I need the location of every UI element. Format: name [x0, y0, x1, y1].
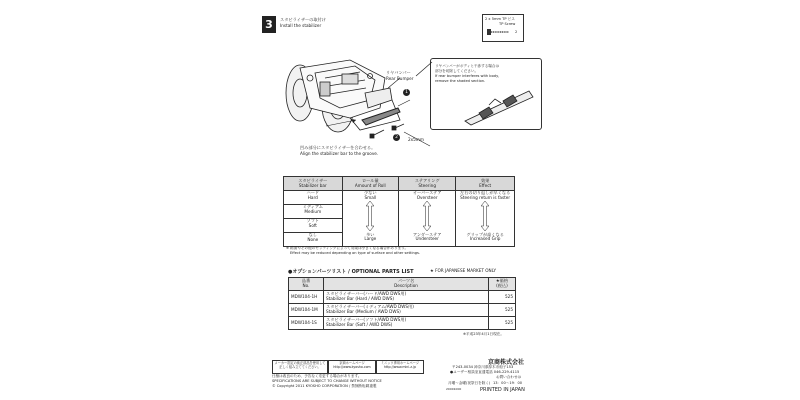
parts-header-no: 品番 No.: [289, 278, 324, 291]
rear-bumper-label-jp: リヤバンパー: [386, 70, 411, 75]
part-price: 525: [489, 317, 516, 330]
inquiry-label: お問い合わせは: [496, 375, 522, 379]
kyosho-website-box[interactable]: [328, 360, 376, 374]
part-price: 525: [489, 291, 516, 304]
roll-col-header-1: スタビライザー Stabilizer bar: [284, 177, 343, 191]
part-description: スタビライザーバー(ミディアム/AWD DWS用) Stabilizer Bar (Medium / AWD DWS): [324, 304, 489, 317]
bumper-detail-illustration: [459, 83, 537, 127]
document-code: 20001000: [446, 387, 462, 391]
steering-double-arrow-icon: [423, 201, 431, 231]
part-description: スタビライザーバー(ハード/AWD DWS用) Stabilizer Bar (Hard / AWD DWS): [324, 291, 489, 304]
part-number: MDW104-1S: [289, 317, 324, 330]
roll-note-en: Effect may be reduced depending on type of surface and other settings.: [290, 251, 421, 255]
part-number: MDW104-1H: [289, 291, 324, 304]
note-line-2: 部分を切除してください。: [435, 69, 479, 73]
printed-in-japan: PRINTED IN JAPAN: [480, 387, 525, 393]
parts-header-price: ★価格 (税込): [489, 278, 516, 291]
step-title-en: Install the stabilizer: [280, 23, 322, 28]
align-instruction-jp: 凹み部分にスタビライザーを合わせる。: [300, 145, 376, 150]
miniz-website-box[interactable]: [376, 360, 424, 374]
roll-row-soft: ソフト Soft: [284, 219, 343, 233]
screw-size: 2 x 5mm TP ビス: [485, 17, 515, 21]
optional-parts-table: [288, 277, 516, 330]
callout-number-1: 1: [403, 89, 410, 96]
genuine-parts-notice: メーカー指定の純正部品を使用して正しく組み立ててください。: [272, 360, 328, 374]
roll-double-arrow-icon: [366, 201, 374, 231]
roll-row-none: なし None: [284, 233, 343, 247]
table-row: [289, 291, 516, 304]
note-line-4: remove the shaded section.: [435, 79, 486, 83]
step-title-jp: スタビライザーの取付け: [280, 17, 326, 22]
roll-amount-cell: 少ない Small 多い Large: [342, 191, 398, 247]
screw-name: TP Screw: [499, 22, 516, 26]
note-line-1: リヤバンパーがボディと干渉する場合は: [435, 64, 500, 68]
screw-parts-box: [482, 14, 524, 42]
part-price: 525: [489, 304, 516, 317]
company-address: 〒243-0034 神奈川県厚木市船子153: [452, 365, 514, 369]
price-footnote: ※平成23年4月1日現在。: [463, 332, 504, 336]
hours-label: 月曜～金曜(祝祭日を除く): [448, 381, 491, 385]
roll-col-header-3: ステアリング Steering: [399, 177, 456, 191]
table-row: [289, 304, 516, 317]
effect-double-arrow-icon: [481, 201, 489, 231]
spec-notice-en: SPECIFICATIONS ARE SUBJECT TO CHANGE WITHOUT NOTICE: [272, 379, 382, 383]
roll-row-medium: ミディアム Medium: [284, 205, 343, 219]
copyright: © Copyright 2011 KYOSHO CORPORATION / 禁無断転載複製: [272, 384, 377, 388]
rear-bumper-label-en: Rear Bumper: [386, 76, 414, 81]
service-phone: ●ユーザー相談室直通電話 046-229-4115: [450, 370, 520, 374]
screw-icon: [487, 28, 511, 36]
optional-parts-title: ●オプションパーツリスト / OPTIONAL PARTS LIST: [288, 269, 414, 275]
step-number-badge: [262, 16, 276, 33]
effect-cell: 左右の切り返しが早くなる Steering return is faster グリップが高くなる Increased Grip: [456, 191, 515, 247]
stabilizer-roll-table: [283, 176, 515, 247]
step-number: 3: [265, 18, 273, 31]
screw-size-callout: 2x5mm: [408, 137, 424, 142]
spec-notice-jp: 仕様は改良のため、予告なく変更する場合があります。: [272, 374, 362, 378]
company-name: 京商株式会社: [488, 359, 525, 366]
note-pointer-arrow: [412, 60, 434, 80]
kyosho-website-link[interactable]: http://www.kyosho.com: [333, 364, 371, 369]
bumper-cut-note-box: [430, 58, 542, 130]
callout-number-2: 2: [393, 134, 400, 141]
table-row: [289, 317, 516, 330]
roll-col-header-4: 効果 Effect: [456, 177, 515, 191]
part-description: スタビライザーバー(ソフト/AWD DWS用) Stabilizer Bar (Soft / AWD DWS): [324, 317, 489, 330]
parts-header-desc: パーツ名 Description: [324, 278, 489, 291]
part-number: MDW104-1M: [289, 304, 324, 317]
hours-value: 13：00～19：00: [493, 381, 523, 385]
screw-qty: 2: [515, 30, 518, 34]
miniz-website-title: ミニッツ専用ホームページ: [380, 361, 420, 365]
steering-cell: オーバーステア Oversteer アンダーステア Understeer: [399, 191, 456, 247]
note-line-3: If rear bumper interferes with body,: [435, 74, 500, 78]
kyosho-website-title: 京商ホームページ: [339, 361, 365, 365]
roll-row-hard: ハード Hard: [284, 191, 343, 205]
market-note: ★ FOR JAPANESE MARKET ONLY: [430, 268, 497, 273]
align-instruction-en: Align the stabilizer bar to the groove.: [300, 151, 379, 156]
miniz-website-link[interactable]: http://www.mini-z.jp: [384, 364, 416, 369]
roll-note-jp: ※ 路面やその他のセッティングによって効果は小さくなる場合があります。: [286, 246, 409, 250]
roll-col-header-2: ロール量 Amount of Roll: [342, 177, 398, 191]
